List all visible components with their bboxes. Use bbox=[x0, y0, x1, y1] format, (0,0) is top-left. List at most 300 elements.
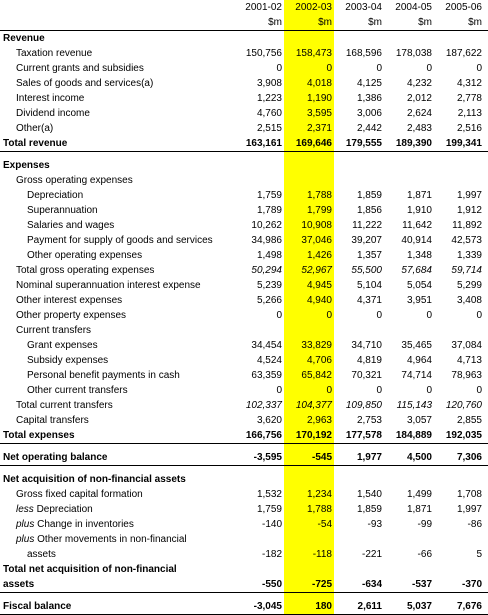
row-label-text: Current grants and subsidies bbox=[16, 63, 144, 74]
table-row bbox=[0, 248, 488, 263]
value-cell: 4,232 bbox=[406, 78, 432, 89]
value-cell: 1,997 bbox=[456, 504, 482, 515]
value-cell: 1,859 bbox=[356, 504, 382, 515]
row-label bbox=[0, 136, 234, 152]
value-cell: 2,963 bbox=[306, 415, 332, 426]
value-cell bbox=[384, 562, 434, 577]
value-cell: 59,714 bbox=[451, 265, 482, 276]
row-label-text: Net acquisition of non-financial assets bbox=[3, 474, 186, 485]
row-label bbox=[0, 413, 234, 428]
value-cell: 1,912 bbox=[456, 205, 482, 216]
value-cell bbox=[284, 323, 334, 338]
value-cell: 2,855 bbox=[456, 415, 482, 426]
row-label-text: Personal benefit payments in cash bbox=[27, 370, 180, 381]
row-label bbox=[0, 487, 234, 502]
row-prefix: plus bbox=[16, 534, 35, 545]
value-cell: 0 bbox=[426, 385, 432, 396]
row-label bbox=[0, 428, 234, 444]
value-cell: 3,595 bbox=[306, 108, 332, 119]
table-row bbox=[0, 293, 488, 308]
value-cell: 35,465 bbox=[401, 340, 432, 351]
value-cell: 0 bbox=[476, 310, 482, 321]
row-label bbox=[0, 532, 234, 547]
value-cell: 0 bbox=[276, 63, 282, 74]
value-cell bbox=[384, 31, 434, 47]
value-cell bbox=[434, 158, 484, 173]
row-label bbox=[0, 61, 234, 76]
value-cell: 199,341 bbox=[434, 136, 484, 152]
header-years-row bbox=[0, 0, 488, 15]
table-row bbox=[0, 188, 488, 203]
value-cell: 1,223 bbox=[256, 93, 282, 104]
value-cell: 5 bbox=[476, 549, 482, 560]
value-cell: 4,945 bbox=[306, 280, 332, 291]
row-label-text: Grant expenses bbox=[27, 340, 98, 351]
value-cell: 1,540 bbox=[356, 489, 382, 500]
row-label bbox=[0, 46, 234, 61]
value-cell: 109,850 bbox=[345, 400, 382, 411]
table-row bbox=[0, 338, 488, 353]
row-label-text: Payment for supply of goods and services bbox=[27, 235, 213, 246]
value-cell bbox=[234, 532, 284, 547]
unit-header: $m bbox=[384, 15, 434, 31]
value-cell: 1,871 bbox=[406, 504, 432, 515]
value-cell: -54 bbox=[317, 519, 332, 530]
value-cell: 169,646 bbox=[284, 136, 334, 152]
value-cell: 4,940 bbox=[306, 295, 332, 306]
table-row bbox=[0, 450, 488, 466]
row-label bbox=[0, 121, 234, 136]
year-header: 2001-02 bbox=[245, 2, 282, 13]
value-cell: 166,756 bbox=[234, 428, 284, 444]
row-label bbox=[0, 398, 234, 413]
value-cell bbox=[384, 472, 434, 487]
row-label-text: Other current transfers bbox=[27, 385, 128, 396]
row-label bbox=[0, 599, 234, 615]
row-label-text: Other operating expenses bbox=[27, 250, 143, 261]
year-header: 2005-06 bbox=[445, 2, 482, 13]
value-cell: 3,908 bbox=[256, 78, 282, 89]
value-cell: 78,963 bbox=[451, 370, 482, 381]
value-cell: 4,018 bbox=[306, 78, 332, 89]
value-cell: 1,499 bbox=[406, 489, 432, 500]
value-cell: 4,760 bbox=[256, 108, 282, 119]
unit-header: $m bbox=[284, 15, 334, 31]
value-cell: 1,788 bbox=[306, 504, 332, 515]
value-cell: 63,359 bbox=[251, 370, 282, 381]
value-cell: 187,622 bbox=[445, 48, 482, 59]
value-cell: -140 bbox=[261, 519, 282, 530]
value-cell bbox=[234, 173, 284, 188]
row-label bbox=[0, 31, 234, 47]
value-cell: 179,555 bbox=[334, 136, 384, 152]
value-cell bbox=[284, 472, 334, 487]
table-row bbox=[0, 106, 488, 121]
value-cell: 170,192 bbox=[284, 428, 334, 444]
value-cell bbox=[334, 323, 384, 338]
table-row bbox=[0, 487, 488, 502]
row-label bbox=[0, 106, 234, 121]
value-cell bbox=[334, 158, 384, 173]
table-row bbox=[0, 413, 488, 428]
value-cell: 1,708 bbox=[456, 489, 482, 500]
value-cell: 0 bbox=[426, 310, 432, 321]
value-cell bbox=[434, 562, 484, 577]
value-cell bbox=[434, 173, 484, 188]
value-cell: 0 bbox=[476, 63, 482, 74]
row-label-text: Interest income bbox=[16, 93, 85, 104]
value-cell: 4,312 bbox=[456, 78, 482, 89]
table-row bbox=[0, 46, 488, 61]
value-cell: 163,161 bbox=[234, 136, 284, 152]
table-row bbox=[0, 76, 488, 91]
value-cell: -118 bbox=[312, 549, 332, 560]
value-cell bbox=[434, 31, 484, 47]
row-label bbox=[0, 450, 234, 466]
value-cell: 4,500 bbox=[384, 450, 434, 466]
value-cell: 3,408 bbox=[456, 295, 482, 306]
value-cell: 5,037 bbox=[384, 599, 434, 615]
value-cell bbox=[334, 173, 384, 188]
value-cell: 158,473 bbox=[295, 48, 332, 59]
row-label bbox=[0, 323, 234, 338]
row-label-text: Total expenses bbox=[3, 430, 75, 441]
row-label bbox=[0, 218, 234, 233]
value-cell: 2,483 bbox=[406, 123, 432, 134]
table-row bbox=[0, 323, 488, 338]
table-row bbox=[0, 398, 488, 413]
value-cell bbox=[334, 532, 384, 547]
value-cell: 1,348 bbox=[406, 250, 432, 261]
value-cell: 1,799 bbox=[306, 205, 332, 216]
value-cell: 1,498 bbox=[256, 250, 282, 261]
table-row bbox=[0, 577, 488, 593]
table-row bbox=[0, 203, 488, 218]
value-cell: 1,997 bbox=[456, 190, 482, 201]
table-row bbox=[0, 599, 488, 615]
value-cell: 1,357 bbox=[356, 250, 382, 261]
unit-header: $m bbox=[434, 15, 484, 31]
value-cell bbox=[234, 158, 284, 173]
row-label-text: assets bbox=[3, 579, 35, 590]
row-label-text: Revenue bbox=[3, 33, 45, 44]
value-cell: 0 bbox=[276, 310, 282, 321]
value-cell: 180 bbox=[284, 599, 334, 615]
row-label bbox=[0, 368, 234, 383]
value-cell: 2,113 bbox=[457, 108, 482, 119]
row-label bbox=[0, 173, 234, 188]
row-label bbox=[0, 338, 234, 353]
value-cell: -221 bbox=[361, 549, 382, 560]
value-cell: -634 bbox=[334, 577, 384, 593]
value-cell: 102,337 bbox=[245, 400, 282, 411]
value-cell: 4,524 bbox=[256, 355, 282, 366]
value-cell: 65,842 bbox=[301, 370, 332, 381]
row-label-text: Capital transfers bbox=[16, 415, 89, 426]
value-cell: 2,442 bbox=[356, 123, 382, 134]
year-header: 2004-05 bbox=[395, 2, 432, 13]
table-row bbox=[0, 502, 488, 517]
value-cell: 11,642 bbox=[402, 220, 432, 231]
row-label-text: Dividend income bbox=[16, 108, 90, 119]
value-cell: 192,035 bbox=[434, 428, 484, 444]
value-cell bbox=[384, 532, 434, 547]
value-cell: -182 bbox=[261, 549, 282, 560]
value-cell: 0 bbox=[376, 385, 382, 396]
value-cell: 11,892 bbox=[452, 220, 482, 231]
row-label bbox=[0, 472, 234, 487]
table-row bbox=[0, 173, 488, 188]
value-cell: 7,676 bbox=[434, 599, 484, 615]
value-cell: 3,057 bbox=[406, 415, 432, 426]
value-cell: 3,006 bbox=[356, 108, 382, 119]
value-cell bbox=[384, 323, 434, 338]
value-cell: 5,239 bbox=[256, 280, 282, 291]
value-cell: 0 bbox=[326, 63, 332, 74]
table-row bbox=[0, 368, 488, 383]
row-label bbox=[0, 353, 234, 368]
value-cell: 1,788 bbox=[306, 190, 332, 201]
value-cell: -370 bbox=[434, 577, 484, 593]
row-label-text: Total current transfers bbox=[16, 400, 113, 411]
row-label-text: Depreciation bbox=[27, 190, 84, 201]
value-cell: -93 bbox=[367, 519, 382, 530]
table-row bbox=[0, 121, 488, 136]
table-row bbox=[0, 308, 488, 323]
value-cell: -86 bbox=[467, 519, 482, 530]
value-cell: 4,964 bbox=[406, 355, 432, 366]
table-row bbox=[0, 278, 488, 293]
value-cell bbox=[384, 158, 434, 173]
table-row bbox=[0, 383, 488, 398]
value-cell bbox=[434, 472, 484, 487]
value-cell: 70,321 bbox=[351, 370, 382, 381]
value-cell: 10,262 bbox=[251, 220, 282, 231]
row-label bbox=[0, 248, 234, 263]
year-header: 2002-03 bbox=[295, 2, 332, 13]
value-cell: 177,578 bbox=[334, 428, 384, 444]
value-cell: 5,266 bbox=[256, 295, 282, 306]
value-cell: 2,624 bbox=[406, 108, 432, 119]
row-label-text: Other interest expenses bbox=[16, 295, 123, 306]
value-cell: -3,045 bbox=[234, 599, 284, 615]
value-cell: 0 bbox=[276, 385, 282, 396]
row-label bbox=[0, 383, 234, 398]
row-label bbox=[0, 203, 234, 218]
value-cell: 1,190 bbox=[306, 93, 332, 104]
value-cell bbox=[434, 323, 484, 338]
value-cell: 7,306 bbox=[434, 450, 484, 466]
table-row bbox=[0, 263, 488, 278]
row-label bbox=[0, 293, 234, 308]
value-cell: 2,611 bbox=[334, 599, 384, 615]
row-label-text: Fiscal balance bbox=[3, 601, 72, 612]
value-cell: -537 bbox=[384, 577, 434, 593]
value-cell bbox=[434, 532, 484, 547]
value-cell: 178,038 bbox=[395, 48, 432, 59]
row-label-text: Expenses bbox=[3, 160, 50, 171]
value-cell: 1,871 bbox=[406, 190, 432, 201]
row-label-text: assets bbox=[27, 549, 56, 560]
value-cell: 0 bbox=[326, 310, 332, 321]
value-cell: 55,500 bbox=[351, 265, 382, 276]
row-label-text: Gross fixed capital formation bbox=[16, 489, 143, 500]
value-cell: 4,125 bbox=[356, 78, 382, 89]
value-cell: 39,207 bbox=[351, 235, 382, 246]
row-prefix: less bbox=[16, 504, 34, 515]
row-label-text: Depreciation bbox=[36, 504, 93, 515]
value-cell: 1,759 bbox=[256, 504, 282, 515]
unit-header: $m bbox=[234, 15, 284, 31]
table-row bbox=[0, 472, 488, 487]
value-cell: 5,104 bbox=[356, 280, 382, 291]
value-cell bbox=[234, 323, 284, 338]
value-cell: 1,426 bbox=[306, 250, 332, 261]
value-cell: 42,573 bbox=[451, 235, 482, 246]
table-row bbox=[0, 218, 488, 233]
value-cell: 1,977 bbox=[334, 450, 384, 466]
row-label bbox=[0, 278, 234, 293]
value-cell bbox=[284, 158, 334, 173]
value-cell bbox=[234, 31, 284, 47]
value-cell: 0 bbox=[476, 385, 482, 396]
value-cell bbox=[334, 472, 384, 487]
value-cell: 74,714 bbox=[401, 370, 432, 381]
value-cell: 5,299 bbox=[456, 280, 482, 291]
unit-header: $m bbox=[334, 15, 384, 31]
value-cell: 34,710 bbox=[351, 340, 382, 351]
row-label-text: Current transfers bbox=[16, 325, 92, 336]
value-cell: 37,046 bbox=[301, 235, 332, 246]
value-cell: -725 bbox=[284, 577, 334, 593]
value-cell bbox=[284, 562, 334, 577]
value-cell: 37,084 bbox=[451, 340, 482, 351]
value-cell: 1,856 bbox=[356, 205, 382, 216]
row-label bbox=[0, 188, 234, 203]
value-cell: 1,339 bbox=[456, 250, 482, 261]
row-label-text: Other property expenses bbox=[16, 310, 127, 321]
row-label-text: Total revenue bbox=[3, 138, 68, 149]
value-cell: 4,706 bbox=[306, 355, 332, 366]
value-cell: 0 bbox=[326, 385, 332, 396]
row-label-text: Change in inventories bbox=[37, 519, 134, 530]
row-label bbox=[0, 158, 234, 173]
row-label-text: Other(a) bbox=[16, 123, 54, 134]
value-cell: 10,908 bbox=[301, 220, 332, 231]
value-cell bbox=[284, 532, 334, 547]
value-cell: 1,859 bbox=[356, 190, 382, 201]
row-label-text: Salaries and wages bbox=[27, 220, 115, 231]
value-cell: 52,967 bbox=[301, 265, 332, 276]
value-cell: 1,759 bbox=[256, 190, 282, 201]
table-row bbox=[0, 353, 488, 368]
table-row bbox=[0, 61, 488, 76]
table-row bbox=[0, 428, 488, 444]
value-cell: 115,143 bbox=[396, 400, 432, 411]
row-label bbox=[0, 233, 234, 248]
row-label bbox=[0, 91, 234, 106]
value-cell: 50,294 bbox=[251, 265, 282, 276]
value-cell: 4,371 bbox=[356, 295, 382, 306]
value-cell: 2,515 bbox=[256, 123, 282, 134]
value-cell bbox=[384, 173, 434, 188]
row-label bbox=[0, 547, 234, 562]
value-cell: 104,377 bbox=[295, 400, 332, 411]
value-cell: 1,789 bbox=[256, 205, 282, 216]
value-cell: 0 bbox=[376, 63, 382, 74]
value-cell: -3,595 bbox=[234, 450, 284, 466]
table-row bbox=[0, 517, 488, 532]
value-cell: 0 bbox=[426, 63, 432, 74]
value-cell bbox=[284, 173, 334, 188]
row-label-text: Total gross operating expenses bbox=[16, 265, 155, 276]
value-cell: 4,713 bbox=[456, 355, 482, 366]
row-label bbox=[0, 263, 234, 278]
value-cell bbox=[234, 472, 284, 487]
value-cell: 1,386 bbox=[356, 93, 382, 104]
value-cell: 1,910 bbox=[406, 205, 432, 216]
value-cell: 33,829 bbox=[301, 340, 332, 351]
table-row bbox=[0, 31, 488, 47]
row-label bbox=[0, 76, 234, 91]
value-cell: -66 bbox=[417, 549, 432, 560]
value-cell: 57,684 bbox=[401, 265, 432, 276]
row-label-text: Net operating balance bbox=[3, 452, 108, 463]
row-label bbox=[0, 308, 234, 323]
value-cell: 2,753 bbox=[356, 415, 382, 426]
value-cell: 2,516 bbox=[456, 123, 482, 134]
value-cell: 168,596 bbox=[345, 48, 382, 59]
value-cell: 2,778 bbox=[456, 93, 482, 104]
value-cell: -99 bbox=[417, 519, 432, 530]
year-header: 2003-04 bbox=[345, 2, 382, 13]
table-row bbox=[0, 532, 488, 547]
table-row bbox=[0, 91, 488, 106]
row-label bbox=[0, 562, 234, 577]
row-label-text: Gross operating expenses bbox=[16, 175, 133, 186]
value-cell: 11,222 bbox=[352, 220, 382, 231]
value-cell: 4,819 bbox=[356, 355, 382, 366]
value-cell bbox=[334, 31, 384, 47]
row-prefix: plus bbox=[16, 519, 35, 530]
header-unit-row bbox=[0, 15, 488, 31]
value-cell: 34,986 bbox=[251, 235, 282, 246]
value-cell: 5,054 bbox=[406, 280, 432, 291]
value-cell bbox=[334, 562, 384, 577]
value-cell: 120,760 bbox=[445, 400, 482, 411]
table-row bbox=[0, 547, 488, 562]
value-cell: 3,620 bbox=[256, 415, 282, 426]
row-label bbox=[0, 577, 234, 593]
value-cell: 0 bbox=[376, 310, 382, 321]
value-cell: -550 bbox=[234, 577, 284, 593]
value-cell: 40,914 bbox=[401, 235, 432, 246]
value-cell: 189,390 bbox=[384, 136, 434, 152]
value-cell bbox=[234, 562, 284, 577]
value-cell: 3,951 bbox=[406, 295, 432, 306]
value-cell: 34,454 bbox=[251, 340, 282, 351]
row-label bbox=[0, 517, 234, 532]
value-cell: 150,756 bbox=[245, 48, 282, 59]
table-row bbox=[0, 158, 488, 173]
table-row bbox=[0, 233, 488, 248]
value-cell: -545 bbox=[284, 450, 334, 466]
value-cell: 1,234 bbox=[306, 489, 332, 500]
row-label bbox=[0, 502, 234, 517]
row-label-text: Other movements in non-financial bbox=[37, 534, 187, 545]
value-cell: 184,889 bbox=[384, 428, 434, 444]
value-cell: 2,012 bbox=[406, 93, 432, 104]
